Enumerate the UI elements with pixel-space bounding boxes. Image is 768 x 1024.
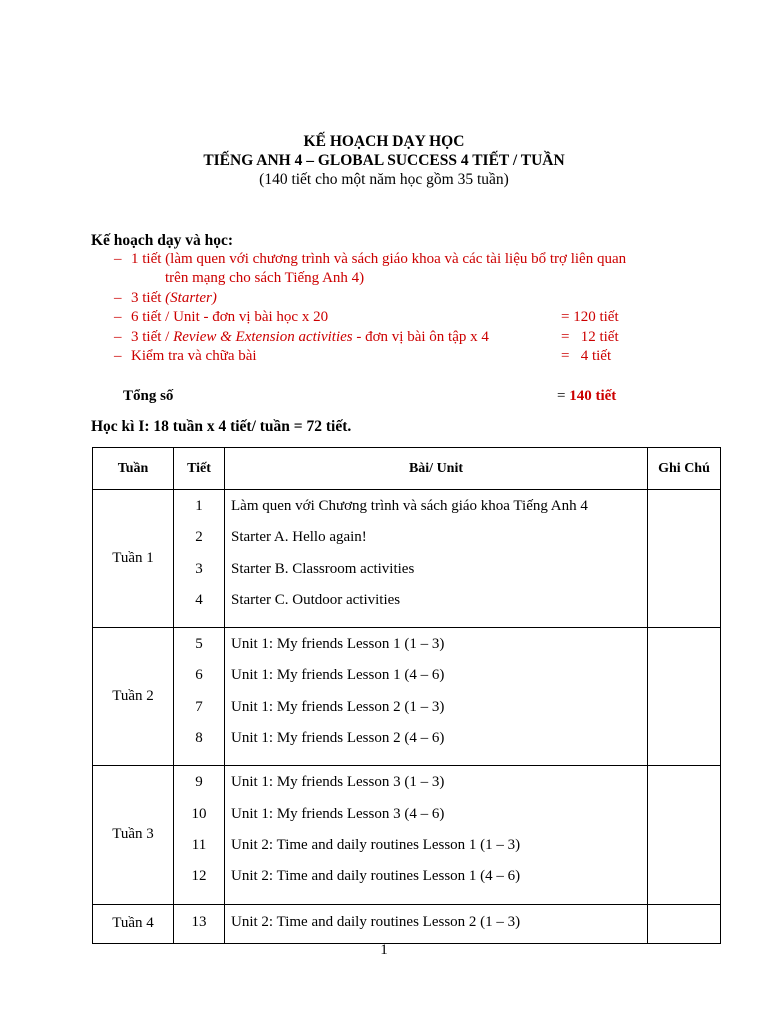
plan-item — [114, 329, 634, 346]
schedule-table — [92, 447, 721, 944]
period-cell — [174, 766, 225, 904]
plan-dash: – — [114, 329, 122, 345]
plan-item-italic: Review & Extension activities — [173, 329, 353, 345]
period-cell — [174, 904, 225, 943]
total-number: 140 tiết — [569, 388, 617, 404]
week-cell: Tuần 1 — [93, 490, 174, 628]
plan-item-value: = 120 tiết — [561, 309, 619, 325]
plan-item — [114, 309, 634, 326]
plan-item-value: = 12 tiết — [561, 329, 619, 345]
period-number: 5 — [195, 636, 203, 653]
period-number: 6 — [195, 667, 203, 684]
page-number: 1 — [380, 942, 388, 958]
plan-item — [114, 290, 217, 307]
unit-lesson: Làm quen với Chương trình và sách giáo khoa Tiếng Anh 4 — [231, 498, 588, 514]
plan-dash: – — [114, 290, 122, 306]
unit-cell — [225, 490, 648, 628]
plan-item-text: 6 tiết / Unit - đơn vị bài học x 20 — [131, 309, 329, 325]
total-equals: = — [557, 388, 570, 404]
header-notes: Ghi Chú — [648, 448, 721, 490]
plan-item — [114, 348, 634, 365]
header-week: Tuần — [93, 448, 174, 490]
period-number: 1 — [195, 498, 203, 514]
plan-item-text: Kiểm tra và chữa bài — [131, 348, 257, 364]
unit-lesson: Unit 1: My friends Lesson 1 (1 – 3) — [231, 636, 445, 653]
unit-lesson: Unit 2: Time and daily routines Lesson 1 (1 – 3) — [231, 836, 521, 853]
period-number: 13 — [191, 913, 207, 930]
period-number: 10 — [191, 805, 207, 822]
period-number: 7 — [195, 698, 203, 715]
notes-cell — [648, 766, 721, 904]
period-cell — [174, 490, 225, 628]
period-cell — [174, 628, 225, 766]
plan-dash: – — [114, 251, 122, 267]
unit-lesson: Unit 2: Time and daily routines Lesson 2 (1 – 3) — [231, 913, 521, 930]
period-number: 11 — [191, 836, 207, 853]
table-row — [93, 628, 721, 766]
notes-cell — [648, 490, 721, 628]
period-number: 4 — [195, 591, 203, 608]
plan-heading: Kế hoạch dạy và học: — [91, 232, 234, 249]
unit-lesson: Unit 1: My friends Lesson 3 (1 – 3) — [231, 774, 445, 791]
table-row — [93, 904, 721, 943]
plan-item-italic: (Starter) — [165, 290, 217, 306]
plan-item-text: 3 tiết / — [131, 329, 174, 345]
unit-lesson: Unit 1: My friends Lesson 2 (4 – 6) — [231, 730, 445, 747]
doc-title: KẾ HOẠCH DẠY HỌC — [303, 133, 465, 150]
plan-item-text: 3 tiết — [131, 290, 166, 306]
period-number: 2 — [195, 529, 203, 546]
unit-lesson: Unit 1: My friends Lesson 2 (1 – 3) — [231, 698, 445, 715]
notes-cell — [648, 904, 721, 943]
table-header-row — [93, 448, 721, 490]
unit-lesson: Starter B. Classroom activities — [231, 560, 415, 577]
unit-lesson: Unit 1: My friends Lesson 1 (4 – 6) — [231, 667, 445, 684]
header-unit: Bài/ Unit — [225, 448, 648, 490]
week-cell: Tuần 2 — [93, 628, 174, 766]
unit-lesson: Starter C. Outdoor activities — [231, 591, 401, 608]
semester-summary: Học kì I: 18 tuần x 4 tiết/ tuần = 72 tiết. — [91, 418, 352, 435]
plan-item-value: = 4 tiết — [561, 348, 612, 364]
week-cell: Tuần 3 — [93, 766, 174, 904]
period-number: 12 — [191, 868, 207, 885]
plan-item-text-tail: - đơn vị bài ôn tập x 4 — [352, 329, 489, 345]
unit-lesson: Unit 2: Time and daily routines Lesson 1 (4 – 6) — [231, 868, 521, 885]
plan-item-continuation: trên mạng cho sách Tiếng Anh 4) — [165, 270, 365, 286]
total-value — [557, 388, 616, 405]
doc-subtitle: TIẾNG ANH 4 – GLOBAL SUCCESS 4 TIẾT / TUẦN — [203, 152, 565, 169]
period-number: 8 — [195, 730, 203, 747]
plan-item-text: 1 tiết (làm quen với chương trình và sách giáo khoa và các tài liệu bổ trợ liên quan — [131, 251, 627, 267]
header-period: Tiết — [174, 448, 225, 490]
unit-cell — [225, 904, 648, 943]
plan-dash: – — [114, 309, 122, 325]
table-row — [93, 490, 721, 628]
doc-subtitle-note: (140 tiết cho một năm học gồm 35 tuần) — [259, 171, 509, 188]
unit-cell — [225, 628, 648, 766]
unit-lesson: Starter A. Hello again! — [231, 529, 367, 546]
period-number: 3 — [195, 560, 203, 577]
period-number: 9 — [195, 774, 203, 791]
notes-cell — [648, 628, 721, 766]
total-label: Tổng số — [123, 388, 174, 404]
unit-cell — [225, 766, 648, 904]
table-row — [93, 766, 721, 904]
unit-lesson: Unit 1: My friends Lesson 3 (4 – 6) — [231, 805, 445, 822]
plan-dash: – — [114, 348, 122, 364]
plan-item — [114, 251, 626, 268]
week-cell: Tuần 4 — [93, 904, 174, 943]
